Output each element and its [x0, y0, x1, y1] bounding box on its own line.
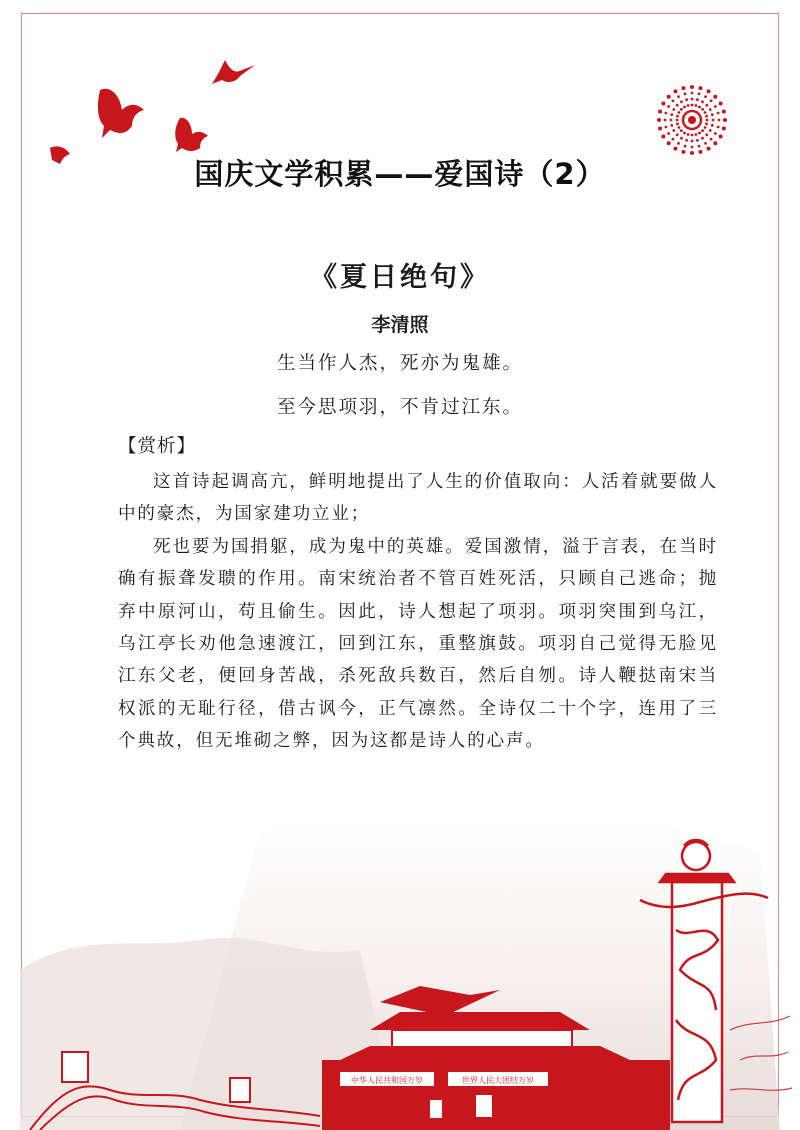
poem-author: 李清照 — [371, 314, 429, 336]
page-title: 国庆文学积累——爱国诗（2） — [194, 157, 606, 191]
banner-left: 世界人民大团结万岁 — [462, 1076, 534, 1085]
dove-icon — [175, 118, 208, 152]
paragraph: 这首诗起调高亢，鲜明地提出了人生的价值取向：人活着就要做人中的豪杰，为国家建功立业； — [118, 472, 718, 525]
dove-icon — [98, 89, 144, 138]
bottom-scenery — [0, 790, 800, 1130]
dove-icon — [212, 60, 255, 84]
poem-line: 生当作人杰，死亦为鬼雄。 — [276, 353, 523, 374]
paragraph: 死也要为国捐躯，成为鬼中的英雄。爱国激情，溢于言表，在当时确有振聋发聩的作用。南宋统治者不管百姓死活，只顾自己逃命；抛弃中原河山，苟且偷生。因此，诗人想起了项羽。项羽突围到乌江，乌江亭长劝他急速渡江，回到江东，重整旗鼓。项羽自己觉得无脸见江东父老，便回身苦战，杀死敌兵数百，然后自刎。诗人鞭挞南宋当权派的无耻行径，借古讽今，正气凛然。全诗仅二十个字，连用了三个典故，但无堆砌之弊，因为这都是诗人的心声。 — [118, 536, 718, 752]
poem-title: 《夏日绝句》 — [310, 262, 490, 293]
firework-icon — [650, 78, 734, 162]
appreciation-heading: 【赏析】 — [118, 436, 197, 457]
poem-line: 至今思项羽，不肯过江东。 — [276, 397, 523, 418]
banner-right: 中华人民共和国万岁 — [351, 1076, 423, 1085]
appreciation-text — [118, 466, 718, 758]
